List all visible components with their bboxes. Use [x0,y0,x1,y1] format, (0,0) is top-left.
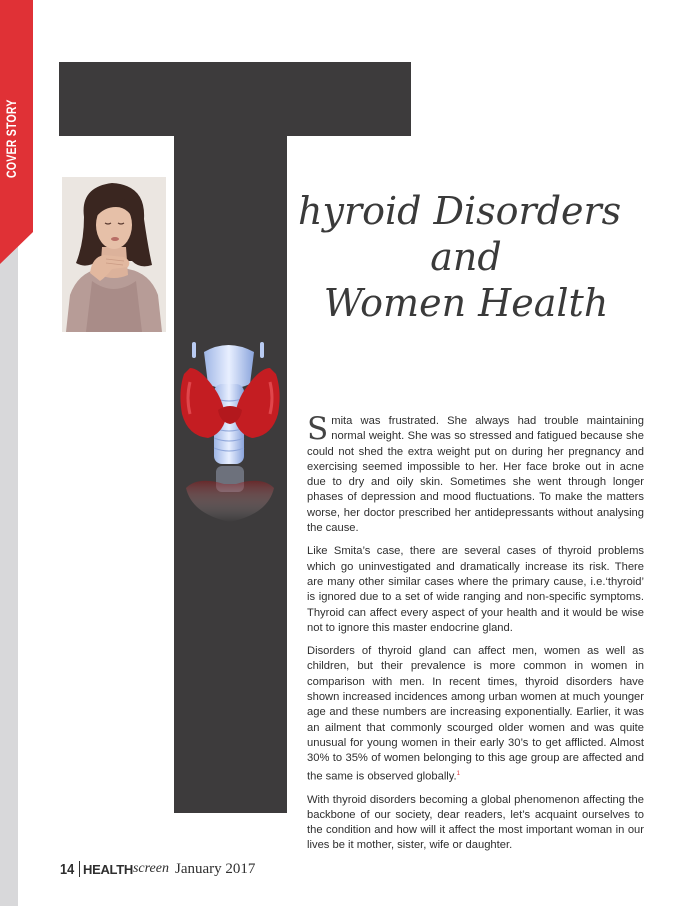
footer-divider [79,861,80,877]
title-line-2: and [430,235,502,279]
cover-story-label: COVER STORY [4,99,19,178]
drop-cap: S [307,411,329,447]
thyroid-illustration [178,338,282,534]
magazine-brand-bold: HEALTH [83,861,133,877]
title-t-crossbar [59,62,411,136]
woman-holding-throat-photo [62,177,166,332]
title-line-1: hyroid Disorders [298,189,622,233]
magazine-brand-italic: screen [132,861,169,876]
issue-date: January 2017 [174,860,256,877]
article-paragraph-2: Like Smita’s case, there are several cases of thyroid problems which go uninvestigated and dramatically increase its risk. There are many other similar cases where the primary cause, i.e.‘thyroid’ is ignored due to a set of wide ranging and non-specific symptoms. Thyroid can affect every aspect of your health and it would be wise not to ignore this master endocrine gland. [307,545,644,634]
article-paragraph-3 [307,644,644,784]
cover-story-tab-tip [0,232,33,264]
page-footer [60,858,255,880]
footnote-reference[interactable]: 1 [456,770,461,777]
article-body [307,411,644,862]
paragraph-3-text: Disorders of thyroid gland can affect men, women as well as children, but their prevalence is more common in women in comparison with men. In recent times, thyroid disorders have shown increased incidences among urban women at much younger age and these numbers are increasing exponentially. Earlier, it was an ailment that commonly scourged older women and was quite unusual for young women in their early 30’s to get afflicted. Almost 30% to 35% of women belonging to this age group are affected and the same is observed globally. [307,645,644,783]
title-line-3: Women Health [323,281,609,325]
paragraph-1-text: mita was frustrated. She always had trouble maintaining normal weight. She was so stressed and fatigued because she could not shed the extra weight put on during her pregnancy and exercising seemed impossible to her. Her face broke out in acne due to dry and oily skin. Sometimes she went through longer phases of depression and mood fluctuations. To make the matters worse, her doctor prescribed her antidepressants without analysing the cause. [307,415,644,535]
article-paragraph-1 [307,411,644,536]
article-title [296,188,636,326]
article-paragraph-4: With thyroid disorders becoming a global phenomenon affecting the backbone of our society, dear readers, let’s acquaint ourselves to the condition and how will it affect the most important woman in our lives be it mother, sister, wife or daughter. [307,793,644,852]
page-number: 14 [60,860,75,878]
